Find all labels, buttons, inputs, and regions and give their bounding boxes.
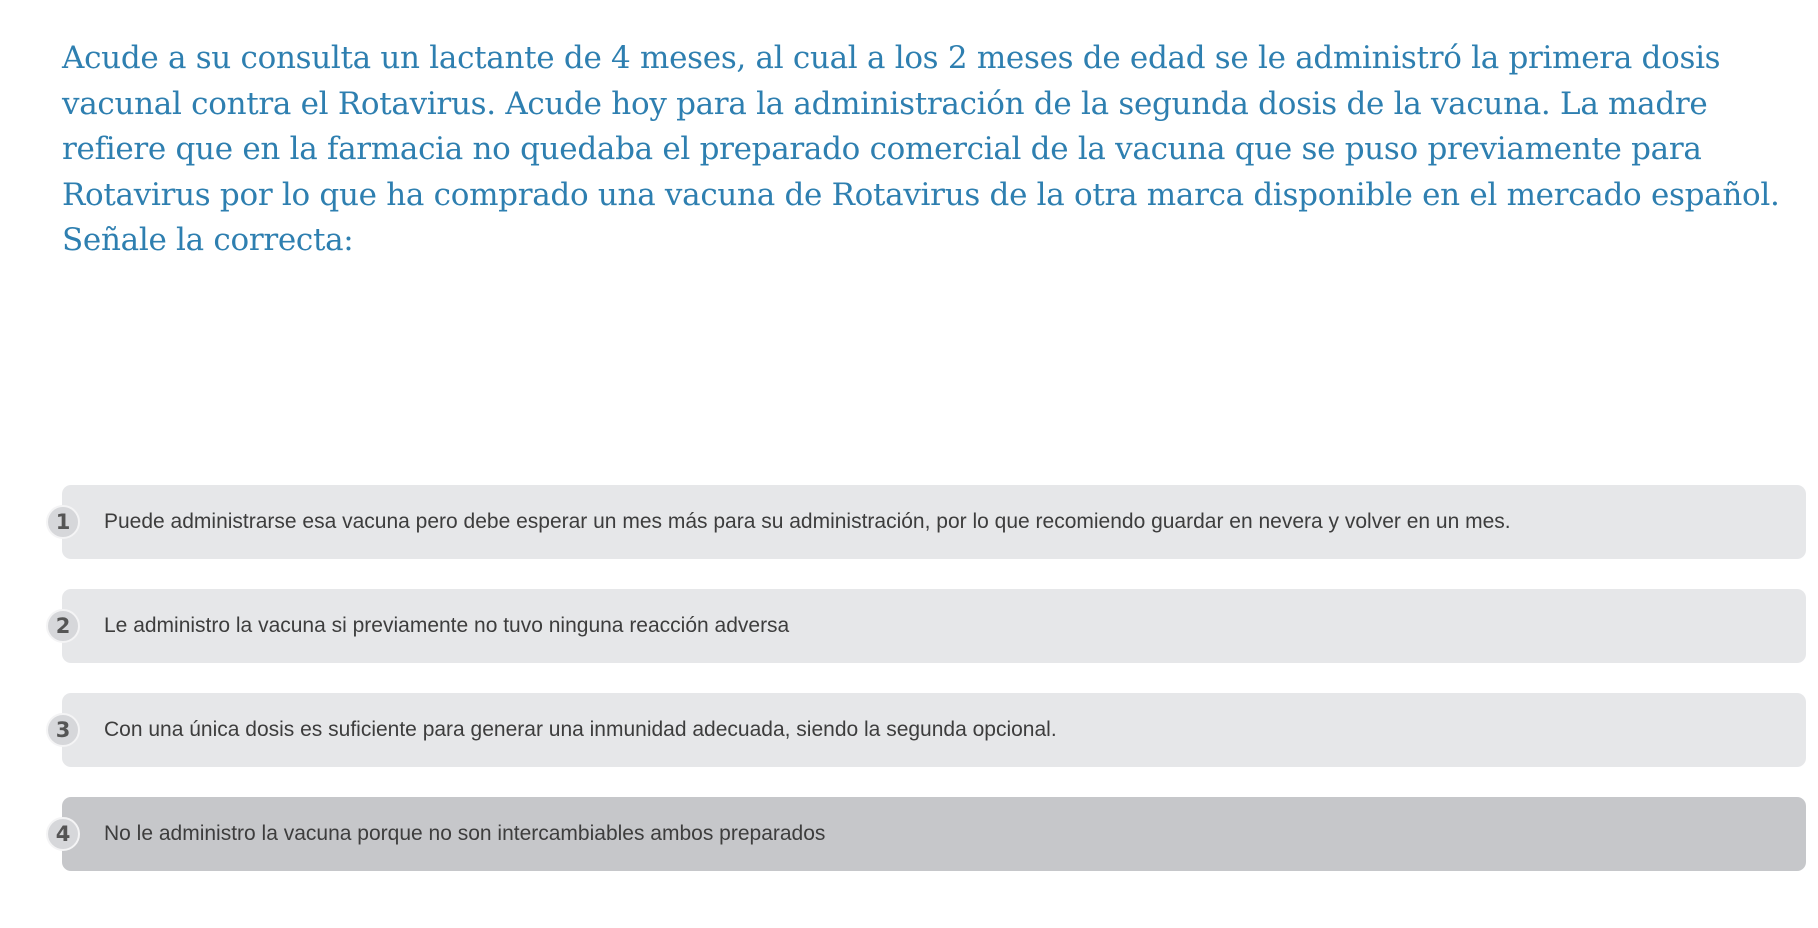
answer-options <box>46 485 1806 901</box>
option-number-badge: 1 <box>46 505 80 539</box>
answer-option-4[interactable] <box>46 797 1806 871</box>
answer-option-1[interactable] <box>46 485 1806 559</box>
question-text: Acude a su consulta un lactante de 4 meses, al cual a los 2 meses de edad se le administró la primera dosis vacunal contra el Rotavirus. Acude hoy para la administración de la segunda dosis de la vacuna. La madre refiere que en la farmacia no quedaba el preparado comercial de la vacuna que se puso previamente para Rotavirus por lo que ha comprado una vacuna de Rotavirus de la otra marca disponible en el mercado español. Señale la correcta: <box>62 40 1780 258</box>
answer-option-3[interactable] <box>46 693 1806 767</box>
option-text[interactable]: No le administro la vacuna porque no son intercambiables ambos preparados <box>104 822 826 845</box>
option-text[interactable]: Le administro la vacuna si previamente no tuvo ninguna reacción adversa <box>104 614 790 637</box>
option-text[interactable]: Con una única dosis es suficiente para generar una inmunidad adecuada, siendo la segunda opcional. <box>104 718 1057 741</box>
answer-option-2[interactable] <box>46 589 1806 663</box>
option-number-badge: 4 <box>46 817 80 851</box>
option-text[interactable]: Puede administrarse esa vacuna pero debe esperar un mes más para su administración, por lo que recomiendo guardar en nevera y volver en un mes. <box>104 510 1511 533</box>
option-number-badge: 3 <box>46 713 80 747</box>
option-number-badge: 2 <box>46 609 80 643</box>
